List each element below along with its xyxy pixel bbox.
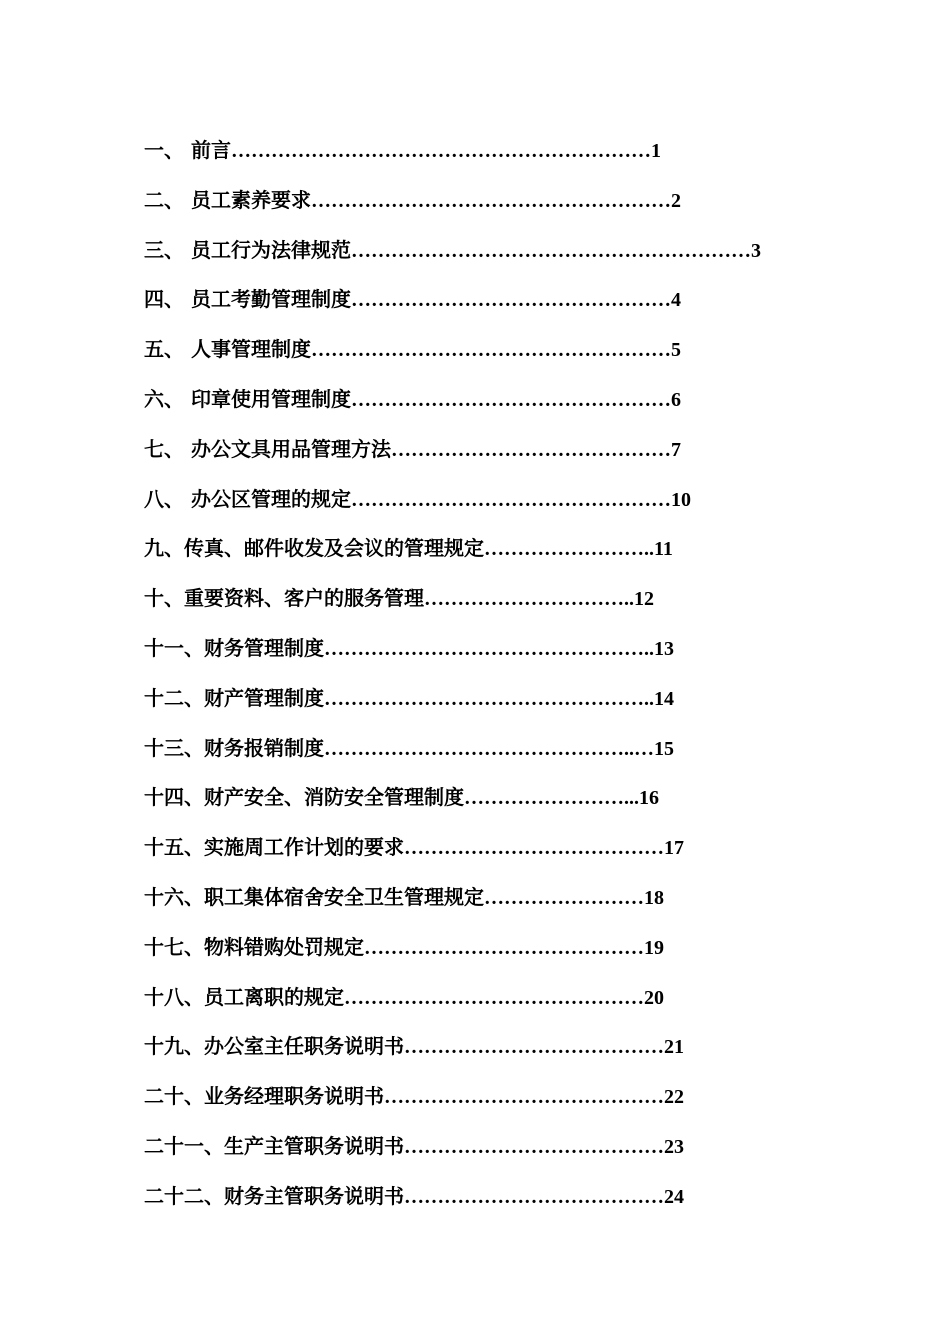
toc-entry-page: 6 <box>670 388 681 411</box>
toc-entry-label: 四、 员工考勤管理制度 <box>144 287 351 312</box>
toc-entry-page: 7 <box>670 438 681 461</box>
toc-entry-label: 十三、财务报销制度 <box>144 735 324 760</box>
toc-entry-leader: ………………………………… <box>404 1036 664 1059</box>
toc-entry-label: 七、 办公文具用品管理方法 <box>144 436 391 461</box>
toc-entry-label: 十、重要资料、客户的服务管理 <box>144 586 424 611</box>
toc-entry-8 <box>144 479 784 529</box>
toc-entry-label: 六、 印章使用管理制度 <box>144 386 351 411</box>
toc-entry-label: 二十二、财务主管职务说明书 <box>144 1183 404 1208</box>
toc-entry-leader: ………………………………………… <box>350 488 671 511</box>
toc-entry-page: 22 <box>664 1086 684 1109</box>
toc-entry-leader: ……………………………………………… <box>310 339 671 362</box>
toc-entry-label: 八、 办公区管理的规定 <box>144 486 351 511</box>
toc-entry-leader: …………………….. <box>484 538 654 561</box>
toc-entry-page: 19 <box>644 936 664 959</box>
toc-entry-leader: ………………………………… <box>404 1185 664 1208</box>
toc-entry-page: 10 <box>670 488 691 511</box>
toc-entry-9 <box>144 528 784 578</box>
toc-entry-21 <box>144 1126 784 1176</box>
toc-entry-3 <box>144 230 784 280</box>
toc-entry-label: 十九、办公室主任职务说明书 <box>144 1034 404 1059</box>
toc-entry-4 <box>144 279 784 329</box>
toc-entry-page: 14 <box>654 687 674 710</box>
toc-entry-1 <box>144 130 784 180</box>
toc-entry-label: 三、 员工行为法律规范 <box>144 237 351 262</box>
toc-entry-page: 17 <box>664 837 684 860</box>
toc-entry-page: 23 <box>664 1135 684 1158</box>
toc-entry-leader: …………………… <box>484 886 644 909</box>
toc-entry-page: 4 <box>670 289 681 312</box>
toc-entry-page: 24 <box>664 1185 684 1208</box>
toc-entry-page: 16 <box>639 787 659 810</box>
toc-entry-2 <box>144 180 784 230</box>
toc-entry-leader: …………………………………… <box>390 438 671 461</box>
toc-entry-leader: ………………………….. <box>424 588 634 611</box>
toc-entry-leader: ………………………………… <box>404 837 664 860</box>
toc-entry-page: 5 <box>670 339 681 362</box>
toc-entry-10 <box>144 578 784 628</box>
toc-entry-page: 3 <box>750 239 761 262</box>
toc-entry-17 <box>144 927 784 977</box>
toc-entry-15 <box>144 827 784 877</box>
toc-entry-page: 13 <box>654 637 674 660</box>
toc-entry-19 <box>144 1026 784 1076</box>
toc-entry-22 <box>144 1176 784 1226</box>
toc-entry-page: 18 <box>644 886 664 909</box>
toc-entry-12 <box>144 678 784 728</box>
toc-entry-page: 2 <box>670 189 681 212</box>
toc-entry-label: 十四、财产安全、消防安全管理制度 <box>144 785 464 810</box>
toc-entry-leader: …………………………………………………… <box>350 239 751 262</box>
toc-entry-page: 21 <box>664 1036 684 1059</box>
toc-entry-11 <box>144 628 784 678</box>
toc-entry-leader: ………………………………………..… <box>324 737 654 760</box>
toc-entry-leader: ………………………………… <box>404 1135 664 1158</box>
toc-entry-label: 二十一、生产主管职务说明书 <box>144 1133 404 1158</box>
toc-entry-20 <box>144 1076 784 1126</box>
toc-entry-5 <box>144 329 784 379</box>
toc-entry-18 <box>144 977 784 1027</box>
toc-entry-label: 十六、职工集体宿舍安全卫生管理规定 <box>144 884 484 909</box>
toc-entry-16 <box>144 877 784 927</box>
toc-entry-page: 12 <box>634 588 654 611</box>
toc-entry-page: 20 <box>644 986 664 1009</box>
toc-entry-leader: ……………………………………………… <box>310 189 671 212</box>
toc-entry-label: 十五、实施周工作计划的要求 <box>144 835 404 860</box>
toc-entry-leader: …………………………………… <box>364 936 644 959</box>
toc-entry-7 <box>144 429 784 479</box>
toc-entry-label: 十一、财务管理制度 <box>144 635 324 660</box>
toc-entry-leader: ………………………………………….. <box>324 637 654 660</box>
toc-entry-label: 十八、员工离职的规定 <box>144 984 344 1009</box>
toc-entry-6 <box>144 379 784 429</box>
toc-entry-13 <box>144 728 784 778</box>
toc-entry-label: 一、 前言 <box>144 138 231 162</box>
toc-entry-leader: ……………………………………………………… <box>230 140 651 162</box>
toc-entry-page: 1 <box>650 140 661 162</box>
toc-entry-label: 十二、财产管理制度 <box>144 685 324 710</box>
toc-entry-label: 十七、物料错购处罚规定 <box>144 934 364 959</box>
toc-entry-label: 二、 员工素养要求 <box>144 187 311 212</box>
toc-entry-leader: ……………………………………… <box>344 986 644 1009</box>
toc-entry-label: 五、 人事管理制度 <box>144 337 311 362</box>
table-of-contents <box>144 130 784 1226</box>
toc-entry-leader: …………………………………… <box>384 1086 664 1109</box>
toc-entry-label: 九、传真、邮件收发及会议的管理规定 <box>144 536 484 561</box>
toc-entry-leader: ………………………………………… <box>350 289 671 312</box>
toc-entry-page: 15 <box>654 737 674 760</box>
toc-entry-leader: ………………………………………….. <box>324 687 654 710</box>
toc-entry-14 <box>144 777 784 827</box>
toc-entry-page: 11 <box>654 538 673 561</box>
toc-entry-leader: ……………………... <box>464 787 639 810</box>
toc-entry-label: 二十、业务经理职务说明书 <box>144 1084 384 1109</box>
toc-entry-leader: ………………………………………… <box>350 388 671 411</box>
